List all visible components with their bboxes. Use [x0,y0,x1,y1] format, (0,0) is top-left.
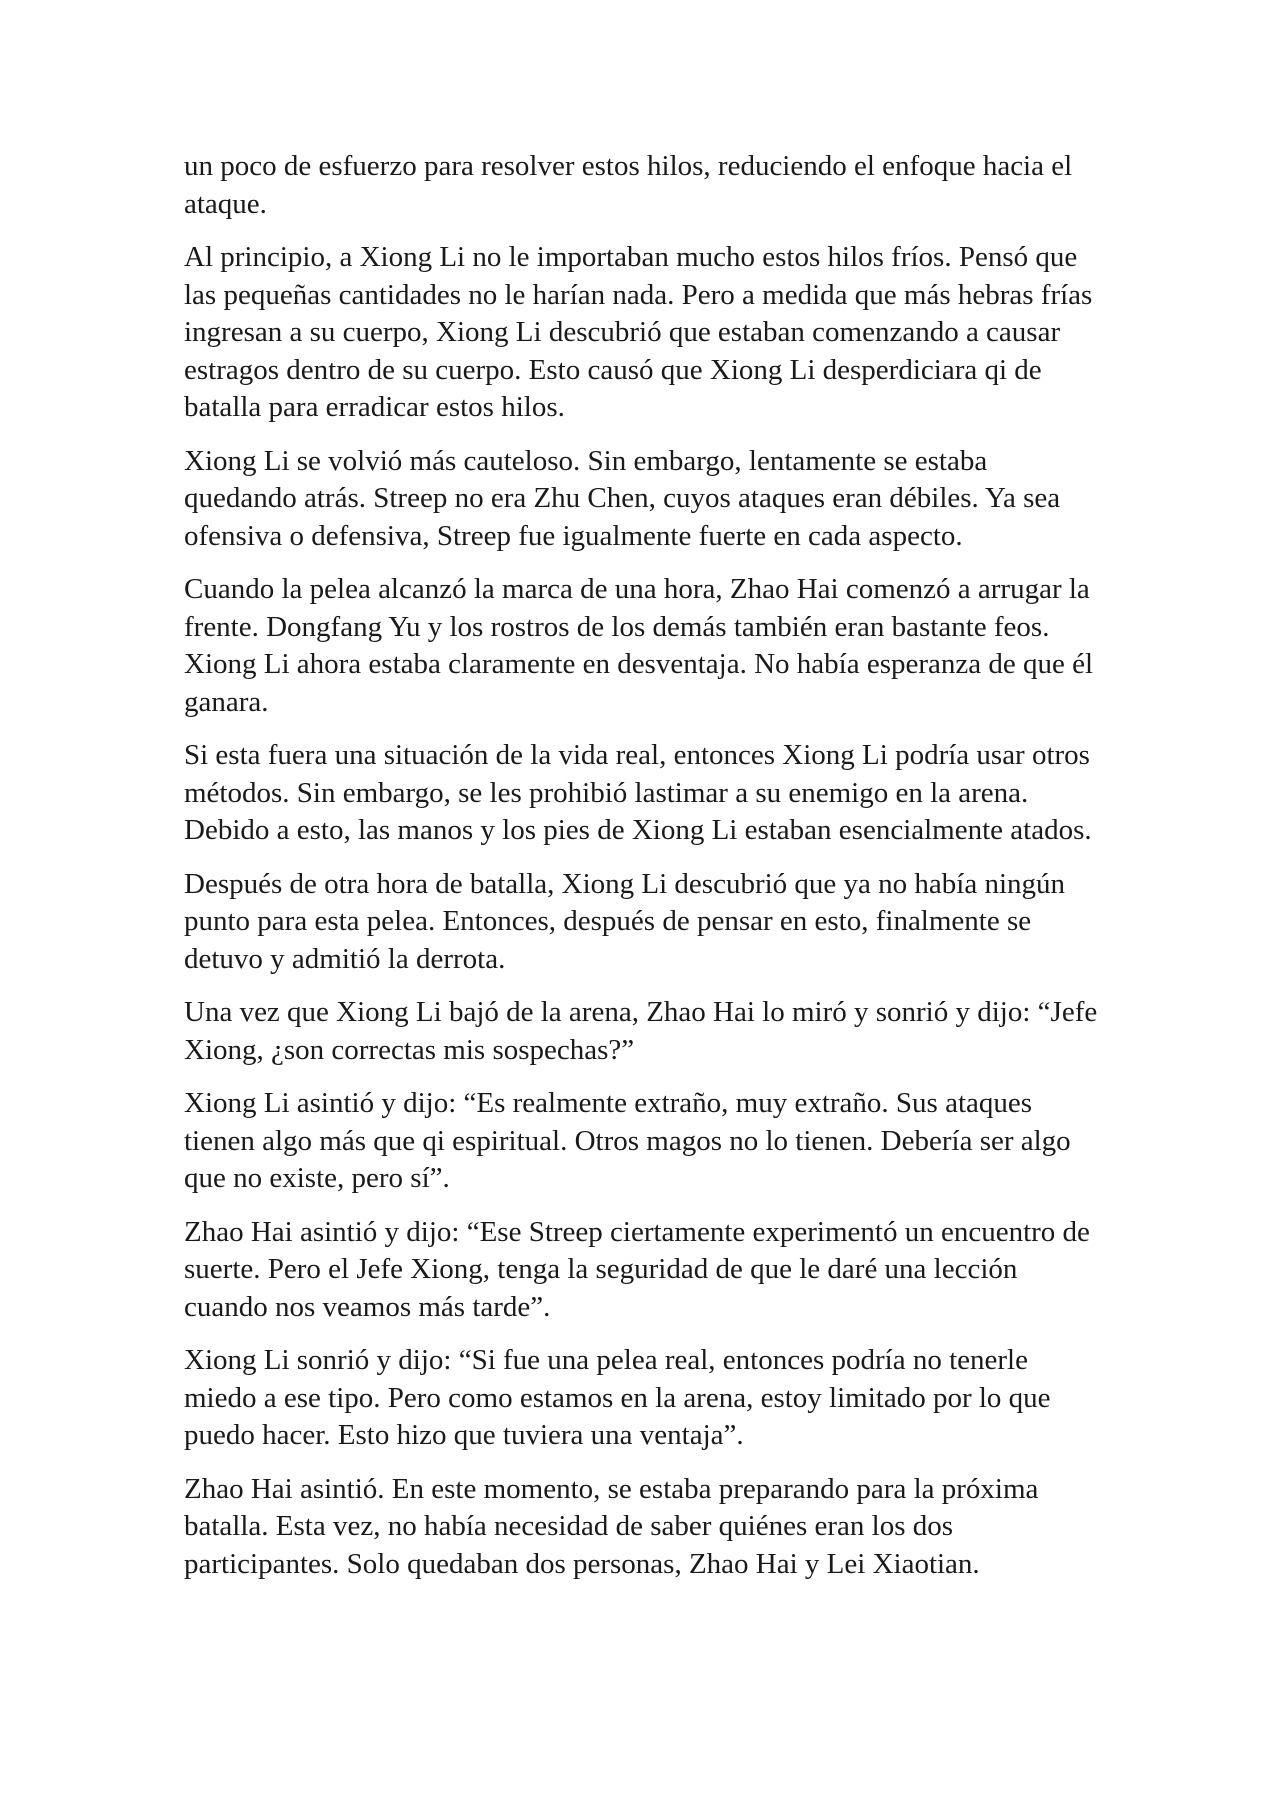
paragraph-5: Si esta fuera una situación de la vida real, entonces Xiong Li podría usar otros métodos. Sin embargo, se les prohibió lastimar a su enemigo en la arena. Debido a esto, las manos y los pies de Xiong Li estaban esencialmente atados. [184,739,1092,846]
paragraph-9: Zhao Hai asintió y dijo: “Ese Streep ciertamente experimentó un encuentro de suerte. Pero el Jefe Xiong, tenga la seguridad de que le daré una lección cuando nos veamos más tarde”. [184,1215,1090,1323]
paragraph-10: Xiong Li sonrió y dijo: “Si fue una pelea real, entonces podría no tenerle miedo a ese tipo. Pero como estamos en la arena, estoy limitado por lo que puedo hacer. Esto hizo que tuviera una ventaja”. [184,1344,1051,1451]
paragraph-8: Xiong Li asintió y dijo: “Es realmente extraño, muy extraño. Sus ataques tienen algo más que qi espiritual. Otros magos no lo tienen. Debería ser algo que no existe, pero sí”. [184,1087,1071,1194]
paragraph-6: Después de otra hora de batalla, Xiong Li descubrió que ya no había ningún punto para esta pelea. Entonces, después de pensar en esto, finalmente se detuvo y admitió la derrota. [184,867,1066,975]
paragraph-1: un poco de esfuerzo para resolver estos hilos, reduciendo el enfoque hacia el ataque. [184,150,1073,220]
paragraph-3: Xiong Li se volvió más cauteloso. Sin embargo, lentamente se estaba quedando atrás. Streep no era Zhu Chen, cuyos ataques eran débiles. Ya sea ofensiva o defensiva, Streep fue igualmente fuerte en cada aspecto. [184,444,1061,552]
paragraph-11: Zhao Hai asintió. En este momento, se estaba preparando para la próxima batalla. Esta vez, no había necesidad de saber quiénes eran los dos participantes. Solo quedaban dos personas, Zhao Hai y Lei Xiaotian. [184,1472,1039,1580]
paragraph-7: Una vez que Xiong Li bajó de la arena, Zhao Hai lo miró y sonrió y dijo: “Jefe Xiong, ¿son correctas mis sospechas?” [184,996,1098,1066]
paragraph-4: Cuando la pelea alcanzó la marca de una hora, Zhao Hai comenzó a arrugar la frente. Dongfang Yu y los rostros de los demás también eran bastante feos. Xiong Li ahora estaba claramente en desventaja. No había esperanza de que él ganara. [184,573,1094,718]
document-body [184,148,1104,1599]
paragraph-2: Al principio, a Xiong Li no le importaban mucho estos hilos fríos. Pensó que las pequeñas cantidades no le harían nada. Pero a medida que más hebras frías ingresan a su cuerpo, Xiong Li descubrió que estaban comenzando a causar estragos dentro de su cuerpo. Esto causó que Xiong Li desperdiciara qi de batalla para erradicar estos hilos. [184,241,1093,423]
